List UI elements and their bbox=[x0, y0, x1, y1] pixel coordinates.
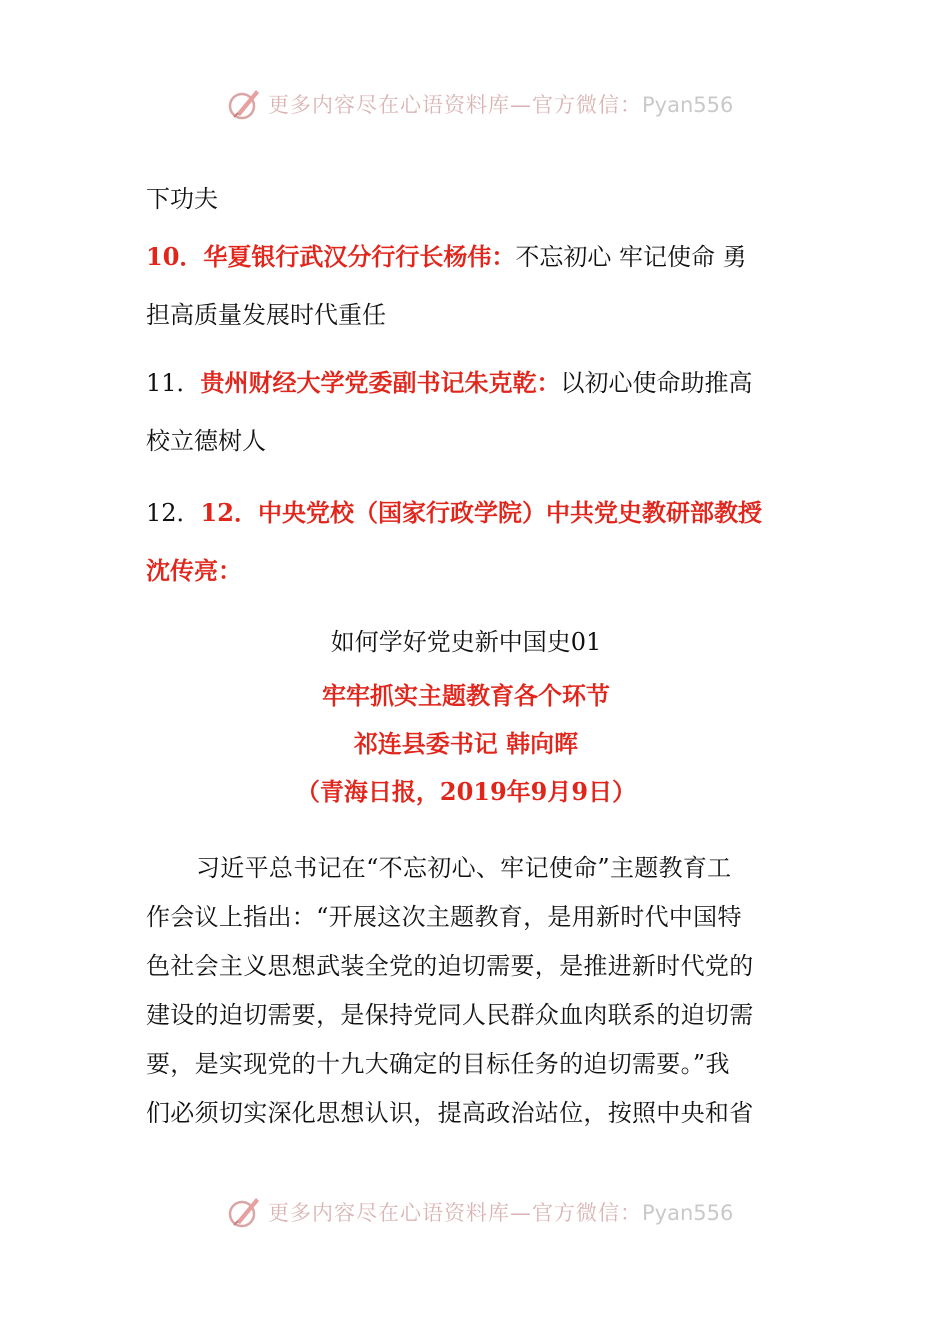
paragraph-line: 建设的迫切需要，是保持党同人民群众血肉联系的迫切需 bbox=[146, 1001, 754, 1029]
watermark-text: 更多内容尽在心语资料库—官方微信：Pyan556 bbox=[268, 1201, 734, 1225]
wechat-id: Pyan556 bbox=[642, 1201, 734, 1225]
item-12-line1: 12．12．中央党校（国家行政学院）中共党史教研部教授 bbox=[146, 498, 762, 527]
document-content bbox=[146, 170, 786, 1138]
item-10-line1: 10．华夏银行武汉分行行长杨伟：不忘初心 牢记使命 勇 bbox=[146, 242, 747, 271]
paragraph-line: 习近平总书记在“不忘初心、牢记使命”主题教育工 bbox=[196, 854, 732, 882]
series-title: 如何学好党史新中国史01 bbox=[330, 628, 602, 656]
quill-logo-icon bbox=[226, 1194, 262, 1230]
paragraph-line: 要，是实现党的十九大确定的目标任务的迫切需要。”我 bbox=[146, 1050, 730, 1078]
item-10-line2: 担高质量发展时代重任 bbox=[146, 301, 386, 329]
paragraph-line: 作会议上指出：“开展这次主题教育，是用新时代中国特 bbox=[146, 903, 742, 931]
paragraph-line: 色社会主义思想武装全党的迫切需要，是推进新时代党的 bbox=[146, 952, 754, 980]
item-11-line2: 校立德树人 bbox=[146, 427, 266, 455]
watermark-footer bbox=[226, 1192, 733, 1232]
item-11-line1: 11．贵州财经大学党委副书记朱克乾：以初心使命助推高 bbox=[146, 368, 753, 397]
article-byline: 祁连县委书记 韩向晖 bbox=[353, 729, 579, 758]
watermark-text: 更多内容尽在心语资料库—官方微信：Pyan556 bbox=[268, 93, 734, 117]
item-12-line2: 沈传亮： bbox=[146, 556, 242, 585]
quill-logo-icon bbox=[226, 86, 262, 122]
continuation-line: 下功夫 bbox=[146, 185, 218, 213]
paragraph-line: 们必须切实深化思想认识，提高政治站位，按照中央和省 bbox=[146, 1099, 754, 1127]
watermark-header bbox=[226, 84, 733, 124]
article-source: （青海日报，2019年9月9日） bbox=[295, 777, 637, 806]
wechat-id: Pyan556 bbox=[642, 93, 734, 117]
article-headline: 牢牢抓实主题教育各个环节 bbox=[322, 681, 610, 710]
